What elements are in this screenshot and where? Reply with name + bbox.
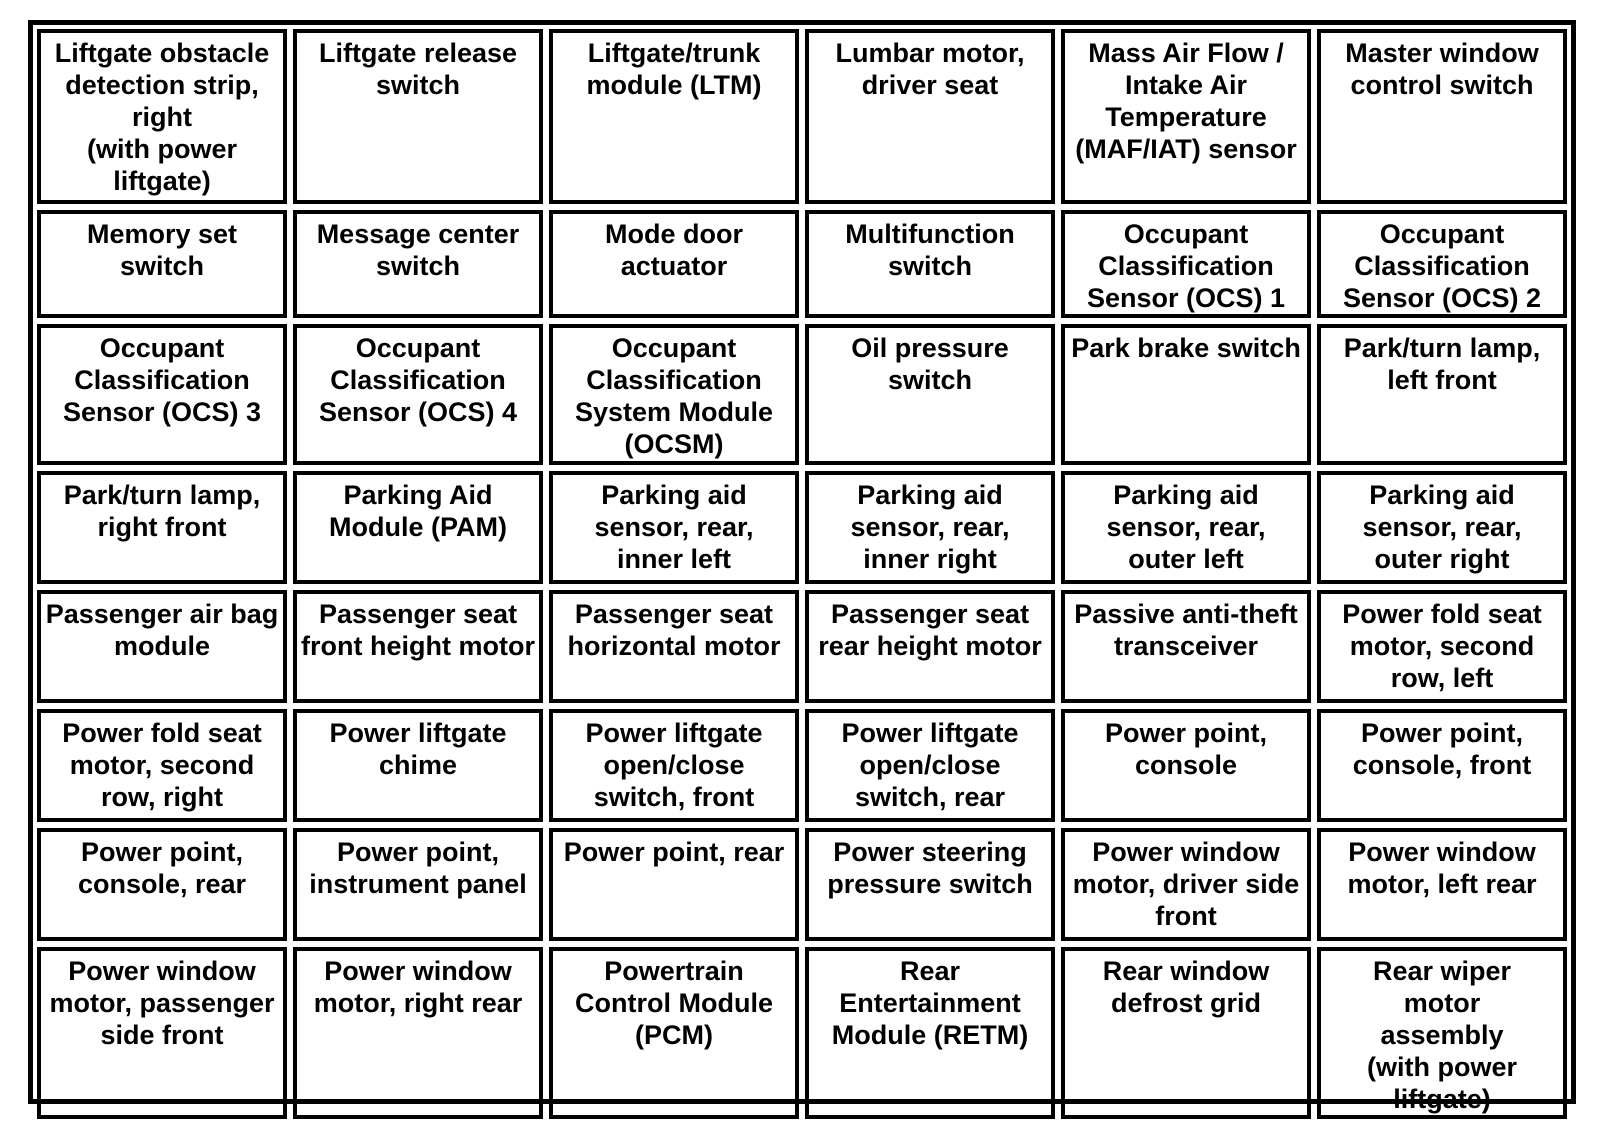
cell-label: Power point, console bbox=[1105, 718, 1267, 780]
table-cell bbox=[37, 947, 287, 1119]
cell-label: Power liftgate open/close switch, rear bbox=[841, 718, 1019, 812]
cell-label: Power point, console, front bbox=[1352, 718, 1532, 780]
cell-label: Multifunction switch bbox=[845, 219, 1015, 281]
cell-label: Rear window defrost grid bbox=[1102, 956, 1270, 1018]
cell-label: Park brake switch bbox=[1071, 333, 1301, 363]
table-cell bbox=[1061, 947, 1311, 1119]
cell-label: Rear wiper motor assembly (with power liftgate) bbox=[1367, 956, 1517, 1114]
table-cell bbox=[293, 828, 543, 941]
cell-label: Power window motor, passenger side front bbox=[49, 956, 275, 1050]
cell-label: Mode door actuator bbox=[605, 219, 743, 281]
table-cell bbox=[805, 29, 1055, 204]
cell-label: Rear Entertainment Module (RETM) bbox=[831, 956, 1029, 1050]
cell-label: Liftgate/trunk module (LTM) bbox=[586, 38, 762, 100]
table-cell bbox=[805, 471, 1055, 584]
cell-label: Lumbar motor, driver seat bbox=[835, 38, 1025, 100]
cell-label: Power liftgate chime bbox=[329, 718, 507, 780]
table-cell bbox=[1317, 947, 1567, 1119]
cell-label: Power window motor, left rear bbox=[1347, 837, 1537, 899]
cell-label: Park/turn lamp, left front bbox=[1343, 333, 1541, 395]
cell-label: Power point, rear bbox=[563, 837, 785, 867]
table-cell bbox=[1061, 324, 1311, 465]
table-cell bbox=[293, 709, 543, 822]
cell-label: Passenger seat rear height motor bbox=[818, 599, 1042, 661]
table-cell bbox=[1317, 324, 1567, 465]
table-cell bbox=[549, 590, 799, 703]
table-cell bbox=[805, 590, 1055, 703]
cell-label: Master window control switch bbox=[1345, 38, 1539, 100]
cell-label: Power point, console, rear bbox=[77, 837, 247, 899]
table-cell bbox=[1061, 471, 1311, 584]
cell-label: Parking aid sensor, rear, inner left bbox=[594, 480, 754, 574]
table-cell bbox=[549, 324, 799, 465]
cell-label: Passenger seat front height motor bbox=[301, 599, 535, 661]
cell-label: Power point, instrument panel bbox=[309, 837, 527, 899]
cell-label: Power window motor, driver side front bbox=[1072, 837, 1300, 931]
table-cell bbox=[37, 709, 287, 822]
table-cell bbox=[37, 828, 287, 941]
table-cell bbox=[549, 29, 799, 204]
table-cell bbox=[1317, 29, 1567, 204]
cell-label: Occupant Classification Sensor (OCS) 1 bbox=[1086, 219, 1286, 313]
table-cell bbox=[1061, 210, 1311, 318]
table-cell bbox=[293, 471, 543, 584]
cell-label: Liftgate obstacle detection strip, right (with power liftgate) bbox=[54, 38, 270, 196]
table-cell bbox=[805, 828, 1055, 941]
table-cell bbox=[293, 590, 543, 703]
cell-label: Parking Aid Module (PAM) bbox=[329, 480, 507, 542]
cell-label: Occupant Classification System Module (OCSM) bbox=[574, 333, 774, 459]
table-cell bbox=[37, 471, 287, 584]
cell-label: Mass Air Flow / Intake Air Temperature (MAF/IAT) sensor bbox=[1075, 38, 1297, 164]
table-cell bbox=[1061, 709, 1311, 822]
table-cell bbox=[549, 210, 799, 318]
table-cell bbox=[549, 471, 799, 584]
table-cell bbox=[1317, 210, 1567, 318]
cell-label: Message center switch bbox=[316, 219, 520, 281]
cell-label: Passive anti-theft transceiver bbox=[1074, 599, 1298, 661]
component-index-table bbox=[28, 20, 1576, 1114]
table-cell bbox=[37, 324, 287, 465]
table-cell bbox=[805, 210, 1055, 318]
cell-label: Occupant Classification Sensor (OCS) 2 bbox=[1342, 219, 1542, 313]
table-cell bbox=[549, 828, 799, 941]
cell-label: Occupant Classification Sensor (OCS) 4 bbox=[318, 333, 518, 427]
table-cell bbox=[293, 29, 543, 204]
table-cell bbox=[293, 947, 543, 1119]
table-cell bbox=[549, 947, 799, 1119]
table-cell bbox=[293, 210, 543, 318]
cell-label: Oil pressure switch bbox=[851, 333, 1009, 395]
cell-label: Parking aid sensor, rear, outer right bbox=[1362, 480, 1522, 574]
cell-label: Powertrain Control Module (PCM) bbox=[575, 956, 773, 1050]
table-cell bbox=[805, 324, 1055, 465]
table-cell bbox=[37, 210, 287, 318]
cell-label: Power liftgate open/close switch, front bbox=[585, 718, 763, 812]
table-cell bbox=[1061, 828, 1311, 941]
table-cell bbox=[293, 324, 543, 465]
cell-label: Parking aid sensor, rear, inner right bbox=[850, 480, 1010, 574]
cell-label: Park/turn lamp, right front bbox=[63, 480, 261, 542]
cell-label: Passenger seat horizontal motor bbox=[567, 599, 781, 661]
table-cell bbox=[805, 709, 1055, 822]
cell-label: Passenger air bag module bbox=[45, 599, 279, 661]
table-cell bbox=[1061, 29, 1311, 204]
table-cell bbox=[805, 947, 1055, 1119]
cell-label: Power steering pressure switch bbox=[827, 837, 1033, 899]
table-cell bbox=[549, 709, 799, 822]
cell-label: Parking aid sensor, rear, outer left bbox=[1106, 480, 1266, 574]
table-cell bbox=[1317, 471, 1567, 584]
cell-label: Liftgate release switch bbox=[318, 38, 518, 100]
cell-label: Power fold seat motor, second row, right bbox=[62, 718, 262, 812]
cell-label: Occupant Classification Sensor (OCS) 3 bbox=[62, 333, 262, 427]
table-cell bbox=[37, 590, 287, 703]
table-cell bbox=[1317, 590, 1567, 703]
table-cell bbox=[37, 29, 287, 204]
table-cell bbox=[1317, 828, 1567, 941]
table-cell bbox=[1317, 709, 1567, 822]
cell-label: Memory set switch bbox=[86, 219, 238, 281]
cell-label: Power window motor, right rear bbox=[313, 956, 523, 1018]
table-cell bbox=[1061, 590, 1311, 703]
cell-label: Power fold seat motor, second row, left bbox=[1342, 599, 1542, 693]
